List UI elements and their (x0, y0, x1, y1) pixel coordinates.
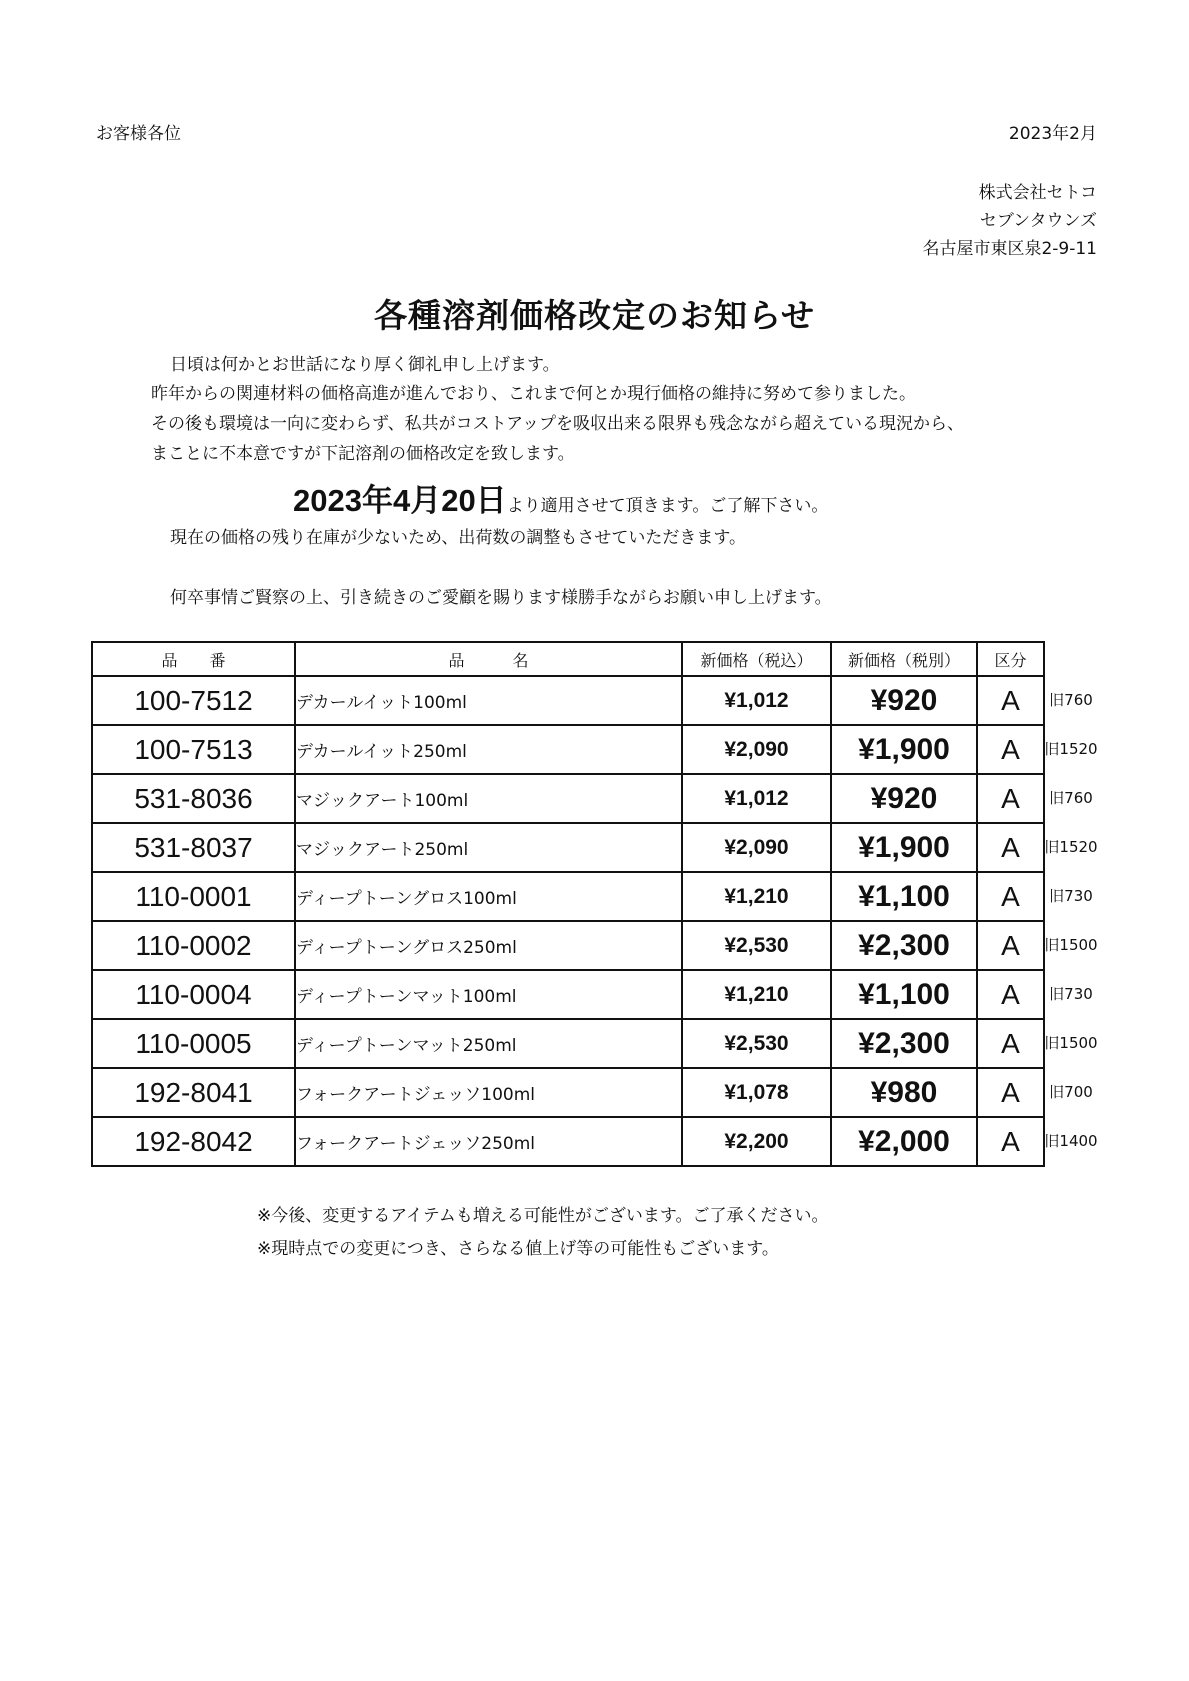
table-header-row (92, 642, 1044, 676)
product-code: 100-7513 (92, 725, 295, 774)
product-code: 110-0002 (92, 921, 295, 970)
product-name: マジックアート250ml (295, 823, 682, 872)
old-price-label: 旧1500 (1044, 1034, 1098, 1052)
price-class: A (977, 823, 1044, 872)
product-name: デカールイット100ml (295, 676, 682, 725)
table-row (92, 676, 1044, 725)
price-class: A (977, 1117, 1044, 1166)
price-class: A (977, 921, 1044, 970)
header-class: 区分 (977, 642, 1044, 676)
price-tax-excluded: ¥1,100 (831, 970, 977, 1019)
product-name: ディープトーンマット250ml (295, 1019, 682, 1068)
header-price-net: 新価格（税別） (831, 642, 977, 676)
old-price-label: 旧1400 (1044, 1132, 1098, 1150)
product-code: 110-0004 (92, 970, 295, 1019)
price-tax-excluded: ¥980 (831, 1068, 977, 1117)
page-title: 各種溶剤価格改定のお知らせ (373, 296, 815, 335)
sender-store: セブンタウンズ (979, 211, 1097, 231)
header-name: 品 名 (295, 642, 682, 676)
price-table (91, 641, 1045, 1167)
footnote-1: ※今後、変更するアイテムも増える可能性がございます。ご了承ください。 (257, 1206, 829, 1226)
price-tax-included: ¥1,012 (682, 676, 831, 725)
old-price-label: 旧700 (1049, 1083, 1093, 1101)
footnote-2: ※現時点での変更につき、さらなる値上げ等の可能性もございます。 (257, 1239, 779, 1259)
product-code: 110-0001 (92, 872, 295, 921)
effective-date-line (293, 475, 828, 520)
body-line-2: 昨年からの関連材料の価格高進が進んでおり、これまで何とか現行価格の維持に努めて参りました。 (151, 384, 916, 404)
old-price-label: 旧730 (1049, 887, 1093, 905)
table-row (92, 1068, 1044, 1117)
table-row (92, 823, 1044, 872)
old-price-label: 旧760 (1049, 789, 1093, 807)
price-tax-included: ¥2,090 (682, 725, 831, 774)
price-tax-included: ¥1,210 (682, 970, 831, 1019)
price-tax-excluded: ¥1,900 (831, 823, 977, 872)
old-price-label: 旧1500 (1044, 936, 1098, 954)
price-tax-excluded: ¥2,000 (831, 1117, 977, 1166)
product-name: ディープトーンマット100ml (295, 970, 682, 1019)
document-date: 2023年2月 (1008, 124, 1097, 144)
closing-line: 何卒事情ご賢察の上、引き続きのご愛顧を賜ります様勝手ながらお願い申し上げます。 (170, 588, 832, 608)
price-tax-included: ¥2,200 (682, 1117, 831, 1166)
price-tax-excluded: ¥2,300 (831, 921, 977, 970)
body-line-3: その後も環境は一向に変わらず、私共がコストアップを吸収出来る限界も残念ながら超えている現況から、 (151, 414, 964, 434)
price-tax-included: ¥1,078 (682, 1068, 831, 1117)
price-class: A (977, 1068, 1044, 1117)
table-row (92, 774, 1044, 823)
price-tax-excluded: ¥2,300 (831, 1019, 977, 1068)
sender-company: 株式会社セトコ (978, 183, 1097, 203)
old-price-label: 旧1520 (1044, 740, 1098, 758)
product-code: 531-8036 (92, 774, 295, 823)
price-tax-included: ¥2,090 (682, 823, 831, 872)
price-tax-excluded: ¥1,100 (831, 872, 977, 921)
product-name: ディープトーングロス250ml (295, 921, 682, 970)
old-price-label: 旧730 (1049, 985, 1093, 1003)
price-tax-excluded: ¥1,900 (831, 725, 977, 774)
table-row (92, 970, 1044, 1019)
product-name: マジックアート100ml (295, 774, 682, 823)
price-tax-included: ¥1,210 (682, 872, 831, 921)
price-tax-included: ¥2,530 (682, 1019, 831, 1068)
body-line-1: 日頃は何かとお世話になり厚く御礼申し上げます。 (170, 355, 560, 375)
product-name: ディープトーングロス100ml (295, 872, 682, 921)
table-row (92, 872, 1044, 921)
price-class: A (977, 725, 1044, 774)
old-price-label: 旧1520 (1044, 838, 1098, 856)
effective-date-suffix: より適用させて頂きます。ご了解下さい。 (506, 496, 829, 516)
table-row (92, 1117, 1044, 1166)
product-name: フォークアートジェッソ250ml (295, 1117, 682, 1166)
product-code: 110-0005 (92, 1019, 295, 1068)
price-class: A (977, 970, 1044, 1019)
product-code: 531-8037 (92, 823, 295, 872)
table-row (92, 725, 1044, 774)
product-name: デカールイット250ml (295, 725, 682, 774)
table-row (92, 1019, 1044, 1068)
product-code: 192-8041 (92, 1068, 295, 1117)
price-class: A (977, 872, 1044, 921)
product-code: 192-8042 (92, 1117, 295, 1166)
product-name: フォークアートジェッソ100ml (295, 1068, 682, 1117)
header-price-tax: 新価格（税込） (682, 642, 831, 676)
table-row (92, 921, 1044, 970)
price-class: A (977, 774, 1044, 823)
old-price-label: 旧760 (1049, 691, 1093, 709)
price-tax-included: ¥1,012 (682, 774, 831, 823)
price-class: A (977, 1019, 1044, 1068)
price-tax-excluded: ¥920 (831, 676, 977, 725)
effective-date: 2023年4月20日 (293, 483, 507, 518)
header-code: 品 番 (92, 642, 295, 676)
recipient: お客様各位 (96, 124, 181, 144)
price-class: A (977, 676, 1044, 725)
price-tax-included: ¥2,530 (682, 921, 831, 970)
sender-address: 名古屋市東区泉2-9-11 (922, 239, 1097, 259)
price-tax-excluded: ¥920 (831, 774, 977, 823)
product-code: 100-7512 (92, 676, 295, 725)
stock-note: 現在の価格の残り在庫が少ないため、出荷数の調整もさせていただきます。 (170, 528, 746, 548)
body-line-4: まことに不本意ですが下記溶剤の価格改定を致します。 (151, 444, 575, 464)
